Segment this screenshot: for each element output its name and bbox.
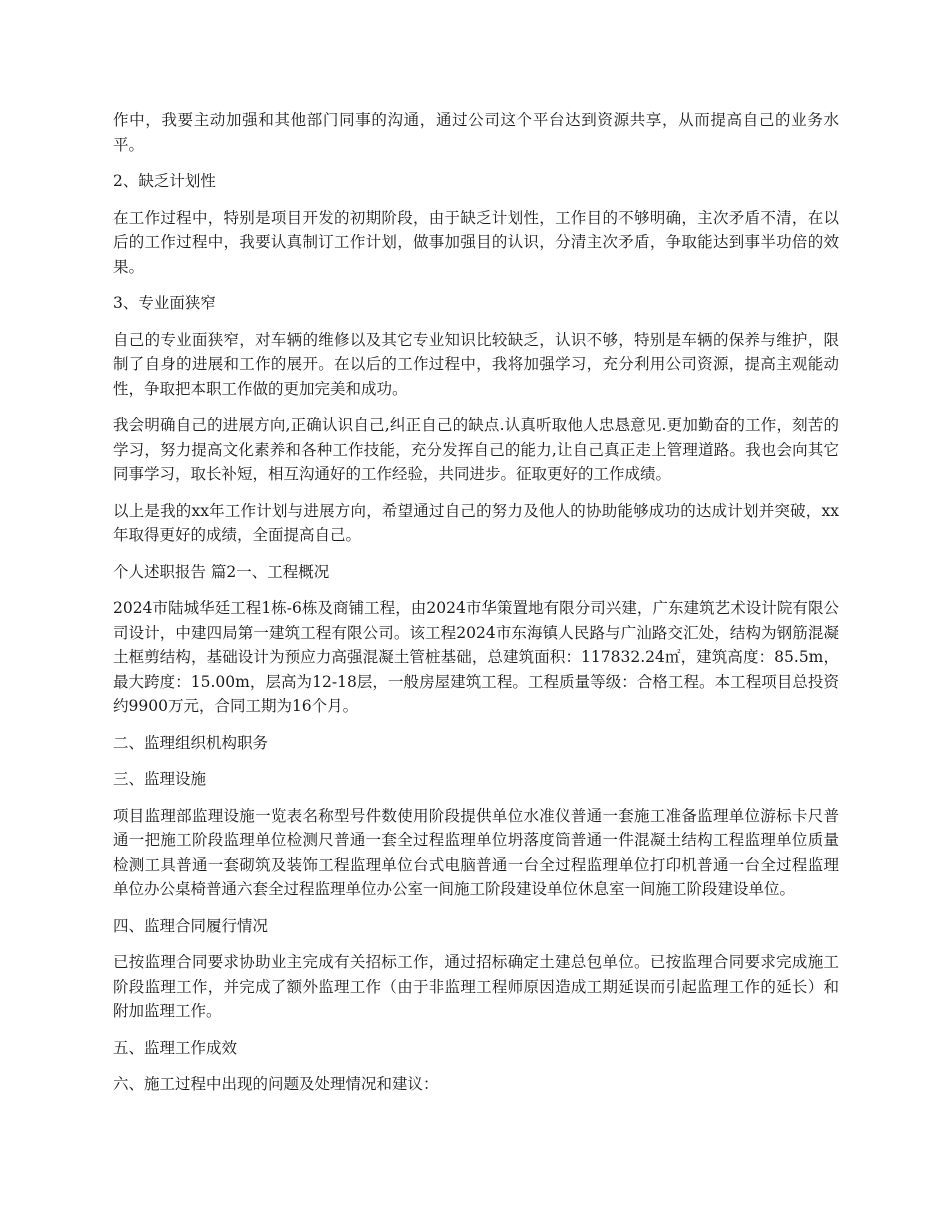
heading-lack-of-planning: 2、缺乏计划性 <box>113 172 216 190</box>
heading-contract: 四、监理合同履行情况 <box>113 916 269 935</box>
heading-issues: 六、施工过程中出现的问题及处理情况和建议： <box>113 1075 439 1093</box>
paragraph-contract: 已按监理合同要求协助业主完成有关招标工作，通过招标确定土建总包单位。已按监理合同要求完成施工阶段监理工作，并完成了额外监理工作（由于非监理工程师原因造成工期延误而引起监理工作的延长）和附加监理工作。 <box>113 953 839 1020</box>
paragraph-facilities: 项目监理部监理设施一览表名称型号件数使用阶段提供单位水准仪普通一套施工准备监理单位游标卡尺普通一把施工阶段监理单位检测尺普通一套全过程监理单位坍落度筒普通一件混凝土结构工程监理单位质量检测工具普通一套砌筑及装饰工程监理单位台式电脑普通一台全过程监理单位打印机普通一台全过程监理单位办公桌椅普通六套全过程监理单位办公室一间施工阶段建设单位休息室一间施工阶段建设单位。 <box>113 806 839 898</box>
paragraph-self-improvement: 我会明确自己的进展方向,正确认识自己,纠正自己的缺点.认真听取他人忠恳意见.更加勤奋的工作，刻苦的学习，努力提高文化素养和各种工作技能，充分发挥自己的能力,让自己真正走上管理道路。我也会向其它同事学习，取长补短，相互沟通好的工作经验，共同进步。征取更好的工作成绩。 <box>113 416 839 483</box>
paragraph-specialty: 自己的专业面狭窄，对车辆的维修以及其它专业知识比较缺乏，认识不够，特别是车辆的保养与维护，限制了自身的进展和工作的展开。在以后的工作过程中，我将加强学习，充分利用公司资源，提高主观能动性，争取把本职工作做的更加完美和成功。 <box>113 330 839 398</box>
heading-organization: 二、监理组织机构职务 <box>113 733 269 752</box>
heading-report-part2: 个人述职报告 篇2一、工程概况 <box>113 562 330 581</box>
paragraph-planning: 在工作过程中，特别是项目开发的初期阶段，由于缺乏计划性，工作目的不够明确，主次矛盾不清，在以后的工作过程中，我要认真制订工作计划，做事加强目的认识，分清主次矛盾，争取能达到事半功倍的效果。 <box>113 208 839 276</box>
heading-facilities: 三、监理设施 <box>113 770 207 788</box>
document-body <box>113 108 839 1109</box>
heading-results: 五、监理工作成效 <box>113 1038 238 1057</box>
heading-narrow-specialty: 3、专业面狭窄 <box>113 294 216 312</box>
paragraph-project-overview: 2024市陆城华廷工程1栋-6栋及商铺工程，由2024市华策置地有限分司兴建，广东建筑艺术设计院有限公司设计，中建四局第一建筑工程有限公司。该工程2024市东海镇人民路与广汕路交汇处，结构为钢筋混凝土框剪结构，基础设计为预应力高强混凝土管桩基础，总建筑面积：117832.24㎡，建筑高度：85.5m，最大跨度：15.00m，层高为12-18层，一般房屋建筑工程。工程质量等级：合格工程。本工程项目总投资约9900万元，合同工期为16个月。 <box>113 599 839 715</box>
paragraph-intro-continuation: 作中，我要主动加强和其他部门同事的沟通，通过公司这个平台达到资源共享，从而提高自己的业务水平。 <box>113 111 839 154</box>
paragraph-summary: 以上是我的xx年工作计划与进展方向，希望通过自己的努力及他人的协助能够成功的达成计划并突破，xx年取得更好的成绩，全面提高自己。 <box>113 501 839 544</box>
